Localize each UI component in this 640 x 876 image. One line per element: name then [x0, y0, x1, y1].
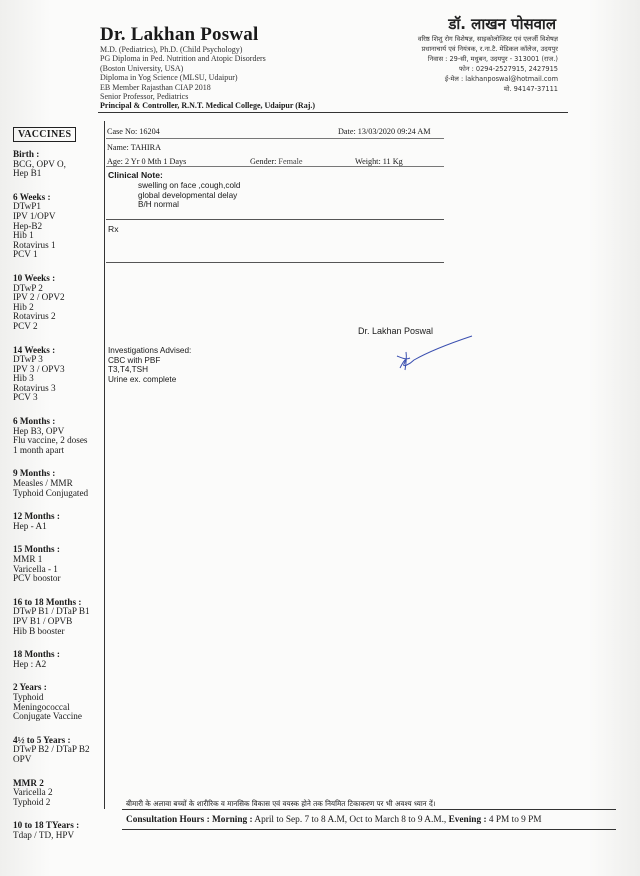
- vaccine-group-heading: 10 to 18 TYears :: [13, 820, 80, 831]
- investigations-block: [108, 346, 191, 384]
- vaccine-item: Hep B3, OPV: [13, 425, 65, 436]
- vaccine-group: [13, 598, 113, 636]
- info-divider: [106, 166, 444, 167]
- hindi-line: फोन : 0294-2527915, 2427915: [459, 65, 558, 73]
- doctor-name: Dr. Lakhan Poswal: [100, 24, 259, 45]
- vaccine-group-heading: 18 Months :: [13, 649, 60, 660]
- vaccine-item: IPV 1/OPV: [13, 210, 56, 221]
- vaccines-title: VACCINES: [13, 127, 76, 142]
- hindi-line: ई-मेल : lakhanposwal@hotmail.com: [444, 75, 558, 83]
- vaccine-group: [13, 650, 113, 669]
- vaccine-item: DTwP 3: [13, 354, 43, 365]
- vaccine-group-heading: 14 Weeks :: [13, 344, 56, 355]
- patient-name: Name: TAHIRA: [107, 143, 161, 152]
- clinical-note-line: global developmental delay: [138, 190, 238, 200]
- vaccine-item: Hep-B2: [13, 220, 43, 231]
- morning-label: Morning :: [212, 815, 253, 825]
- vaccine-group: [13, 346, 113, 404]
- qualification-line: M.D. (Pediatrics), Ph.D. (Child Psychology): [100, 45, 243, 54]
- hindi-line: प्रधानाचार्य एवं नियंत्रक, र.ना.टै. मेडिकल कॉलेज, उदयपुर: [421, 45, 558, 53]
- vaccine-group: [13, 469, 113, 498]
- investigation-line: Urine ex. complete: [108, 374, 177, 384]
- vaccine-item: Typhoid: [13, 691, 44, 702]
- hindi-doctor-name: डॉ. लाखन पोसवाल: [448, 15, 556, 33]
- visit-date: Date: 13/03/2020 09:24 AM: [338, 127, 431, 136]
- vaccines-schedule: [13, 150, 113, 854]
- vaccine-group: [13, 512, 113, 531]
- patient-weight: Weight: 11 Kg: [355, 157, 403, 166]
- clinical-note-line: swelling on face ,cough,cold: [138, 181, 241, 190]
- vaccine-item: Tdap / TD, HPV: [13, 829, 75, 840]
- qualification-line: EB Member Rajasthan CIAP 2018: [100, 82, 211, 92]
- investigation-line: CBC with PBF: [108, 355, 161, 365]
- vaccine-item: PCV boostor: [13, 573, 61, 584]
- case-number: Case No: 16204: [107, 127, 160, 136]
- vaccine-item: Rotavirus 2: [13, 311, 56, 322]
- vaccine-item: MMR 1: [13, 554, 43, 564]
- signature-name: Dr. Lakhan Poswal: [358, 326, 434, 336]
- evening-label: Evening :: [448, 815, 487, 825]
- vaccine-item: Conjugate Vaccine: [13, 711, 82, 722]
- clinical-note-body: [138, 181, 240, 210]
- hindi-line: वरिष्ठ शिशु रोग विशेषज्ञ, साइकोलोजिस्ट एवं एलर्जी विशेषज्ञ: [417, 35, 558, 43]
- footer-top-divider: [122, 809, 616, 810]
- vaccine-item: DTwP 2: [13, 282, 43, 293]
- vaccine-group-heading: 4½ to 5 Years :: [13, 734, 71, 745]
- evening-text: 4 PM to 9 PM: [488, 815, 542, 825]
- patient-gender: [250, 157, 303, 166]
- vaccine-item: PCV 3: [13, 392, 38, 403]
- vaccine-group-heading: 12 Months :: [13, 511, 60, 522]
- vaccine-group: [13, 736, 113, 765]
- vaccine-group-heading: 9 Months :: [13, 468, 56, 479]
- gender-value: Female: [278, 157, 303, 166]
- vaccine-item: OPV: [13, 753, 32, 764]
- vaccine-item: BCG, OPV O,: [13, 158, 66, 169]
- investigations-title: Investigations Advised:: [108, 346, 192, 355]
- vaccine-item: 1 month apart: [13, 444, 65, 455]
- vaccine-group: [13, 545, 113, 583]
- vaccine-item: Hib 1: [13, 230, 34, 241]
- vaccine-item: PCV 1: [13, 249, 38, 260]
- vaccine-group: [13, 274, 113, 332]
- vaccine-group-heading: Birth :: [13, 149, 40, 159]
- principal-title: Principal & Controller, R.N.T. Medical College, Udaipur (Raj.): [100, 101, 316, 110]
- vaccine-item: Hib B booster: [13, 625, 65, 636]
- vaccine-item: DTwP B1 / DTaP B1: [13, 606, 90, 617]
- vaccine-group-heading: 16 to 18 Months :: [13, 596, 82, 607]
- qualification-line: (Boston University, USA): [100, 63, 184, 73]
- signature-icon: [388, 334, 478, 374]
- qualification-line: PG Diploma in Ped. Nutrition and Atopic Disorders: [100, 54, 266, 64]
- qualification-line: Senior Professor, Pediatrics: [100, 92, 189, 102]
- vaccine-item: DTwP B2 / DTaP B2: [13, 744, 90, 755]
- clinical-divider: [106, 219, 444, 220]
- vaccine-group: [13, 193, 113, 260]
- header-divider: [98, 112, 568, 113]
- consultation-hours: [126, 815, 542, 825]
- vaccine-group: [13, 683, 113, 721]
- vaccine-item: Measles / MMR: [13, 478, 73, 489]
- vaccine-item: Flu vaccine, 2 doses: [13, 435, 88, 446]
- vaccine-group: [13, 779, 113, 808]
- hindi-contact-block: [418, 34, 558, 94]
- vaccine-item: Typhoid 2: [13, 796, 51, 807]
- vaccine-group-heading: 6 Months :: [13, 416, 56, 427]
- vaccine-group-heading: 2 Years :: [13, 682, 47, 693]
- gender-label: Gender:: [250, 157, 277, 166]
- vaccine-group: [13, 821, 113, 840]
- vaccine-item: IPV 3 / OPV3: [13, 363, 65, 374]
- vaccine-item: Meningococcal: [13, 701, 70, 712]
- hindi-line: मो. 94147-37111: [503, 85, 558, 93]
- footer-bottom-divider: [122, 829, 616, 830]
- clinical-note-line: B/H normal: [138, 200, 179, 209]
- vaccine-item: Hep - A1: [13, 520, 47, 531]
- vaccine-item: Hib 3: [13, 373, 34, 384]
- vaccine-item: Varicella 2: [13, 787, 53, 798]
- vaccine-group: [13, 150, 113, 179]
- vaccine-item: PCV 2: [13, 320, 38, 331]
- qualification-line: Diploma in Yog Science (MLSU, Udaipur): [100, 73, 238, 83]
- vaccine-item: IPV B1 / OPVB: [13, 615, 73, 626]
- vaccine-item: Hep : A2: [13, 658, 47, 669]
- case-divider: [106, 138, 444, 139]
- vaccine-item: Hib 2: [13, 301, 34, 312]
- vaccine-group-heading: 15 Months :: [13, 544, 60, 555]
- investigation-line: T3,T4,TSH: [108, 365, 149, 374]
- vaccine-item: Varicella - 1: [13, 563, 58, 574]
- vaccine-item: Hep B1: [13, 168, 42, 179]
- patient-age: Age: 2 Yr 0 Mth 1 Days: [107, 157, 187, 166]
- rx-label: Rx: [108, 224, 119, 234]
- clinical-note-title: Clinical Note:: [108, 170, 163, 180]
- vaccine-item: Typhoid Conjugated: [13, 487, 89, 498]
- morning-text: April to Sep. 7 to 8 A.M, Oct to March 8 to 9 A.M.,: [254, 815, 447, 825]
- vaccine-group: [13, 417, 113, 455]
- hours-label: Consultation Hours :: [126, 815, 210, 825]
- vaccine-item: Rotavirus 1: [13, 239, 56, 250]
- vaccine-group-heading: 10 Weeks :: [13, 272, 56, 283]
- vaccine-group-heading: MMR 2: [13, 777, 44, 788]
- vaccine-group-heading: 6 Weeks :: [13, 191, 51, 202]
- rx-divider: [106, 262, 444, 263]
- vaccine-item: Rotavirus 3: [13, 382, 56, 393]
- vaccine-item: IPV 2 / OPV2: [13, 292, 65, 303]
- qualifications: [100, 45, 266, 101]
- hindi-line: निवास : 29-सी, मधुबन, उदयपुर - 313001 (राज.): [427, 55, 558, 63]
- footer-hindi-note: बीमारी के अलावा बच्चों के शारीरिक व मानसिक विकास एवं वयस्क होने तक नियमित टिकाकरण पर भी अवश्य ध्यान दें।: [126, 799, 436, 808]
- vaccine-item: DTwP1: [13, 201, 41, 212]
